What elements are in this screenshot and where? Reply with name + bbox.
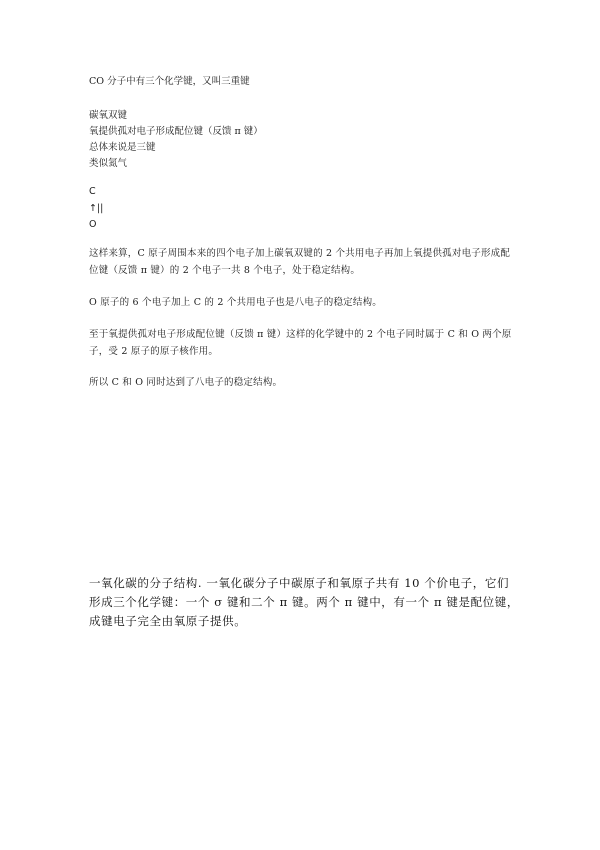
list-line-triple-bond: 总体来说是三键	[89, 142, 156, 153]
list-line-nitrogen: 类似氮气	[89, 158, 128, 169]
intro-line: CO 分子中有三个化学键，又叫三重键	[89, 76, 250, 87]
structure-bond-symbol: ↑||	[89, 203, 104, 214]
paragraph-carbon-electrons: 这样来算，C 原子周围本来的四个电子加上碳氧双键的 2 个共用电子再加上氧提供孤对电子形成配位键（反馈 π 键）的 2 个电子一共 8 个电子，处于稳定结构。	[89, 248, 511, 276]
paragraph-oxygen-electrons: O 原子的 6 个电子加上 C 的 2 个共用电子也是八电子的稳定结构。	[89, 297, 382, 308]
structure-carbon: C	[89, 186, 96, 197]
structure-oxygen: O	[89, 219, 97, 230]
paragraph-shared-electrons: 至于氧提供孤对电子形成配位键（反馈 π 键）这样的化学键中的 2 个电子同时属于 C 和 O 两个原子，受 2 原子的原子核作用。	[89, 329, 512, 357]
list-line-coordinate-bond: 氧提供孤对电子形成配位键（反馈 π 键）	[89, 126, 263, 137]
list-line-double-bond: 碳氧双键	[89, 110, 128, 121]
co-structure-description: 一氧化碳的分子结构. 一氧化碳分子中碳原子和氧原子共有 10 个价电子，它们形成三个化学键：一个 σ 键和二个 π 键。两个 π 键中，有一个 π 键是配位键，成键电子完全由氧原子提供。	[89, 576, 519, 628]
paragraph-conclusion: 所以 C 和 O 同时达到了八电子的稳定结构。	[89, 377, 283, 388]
